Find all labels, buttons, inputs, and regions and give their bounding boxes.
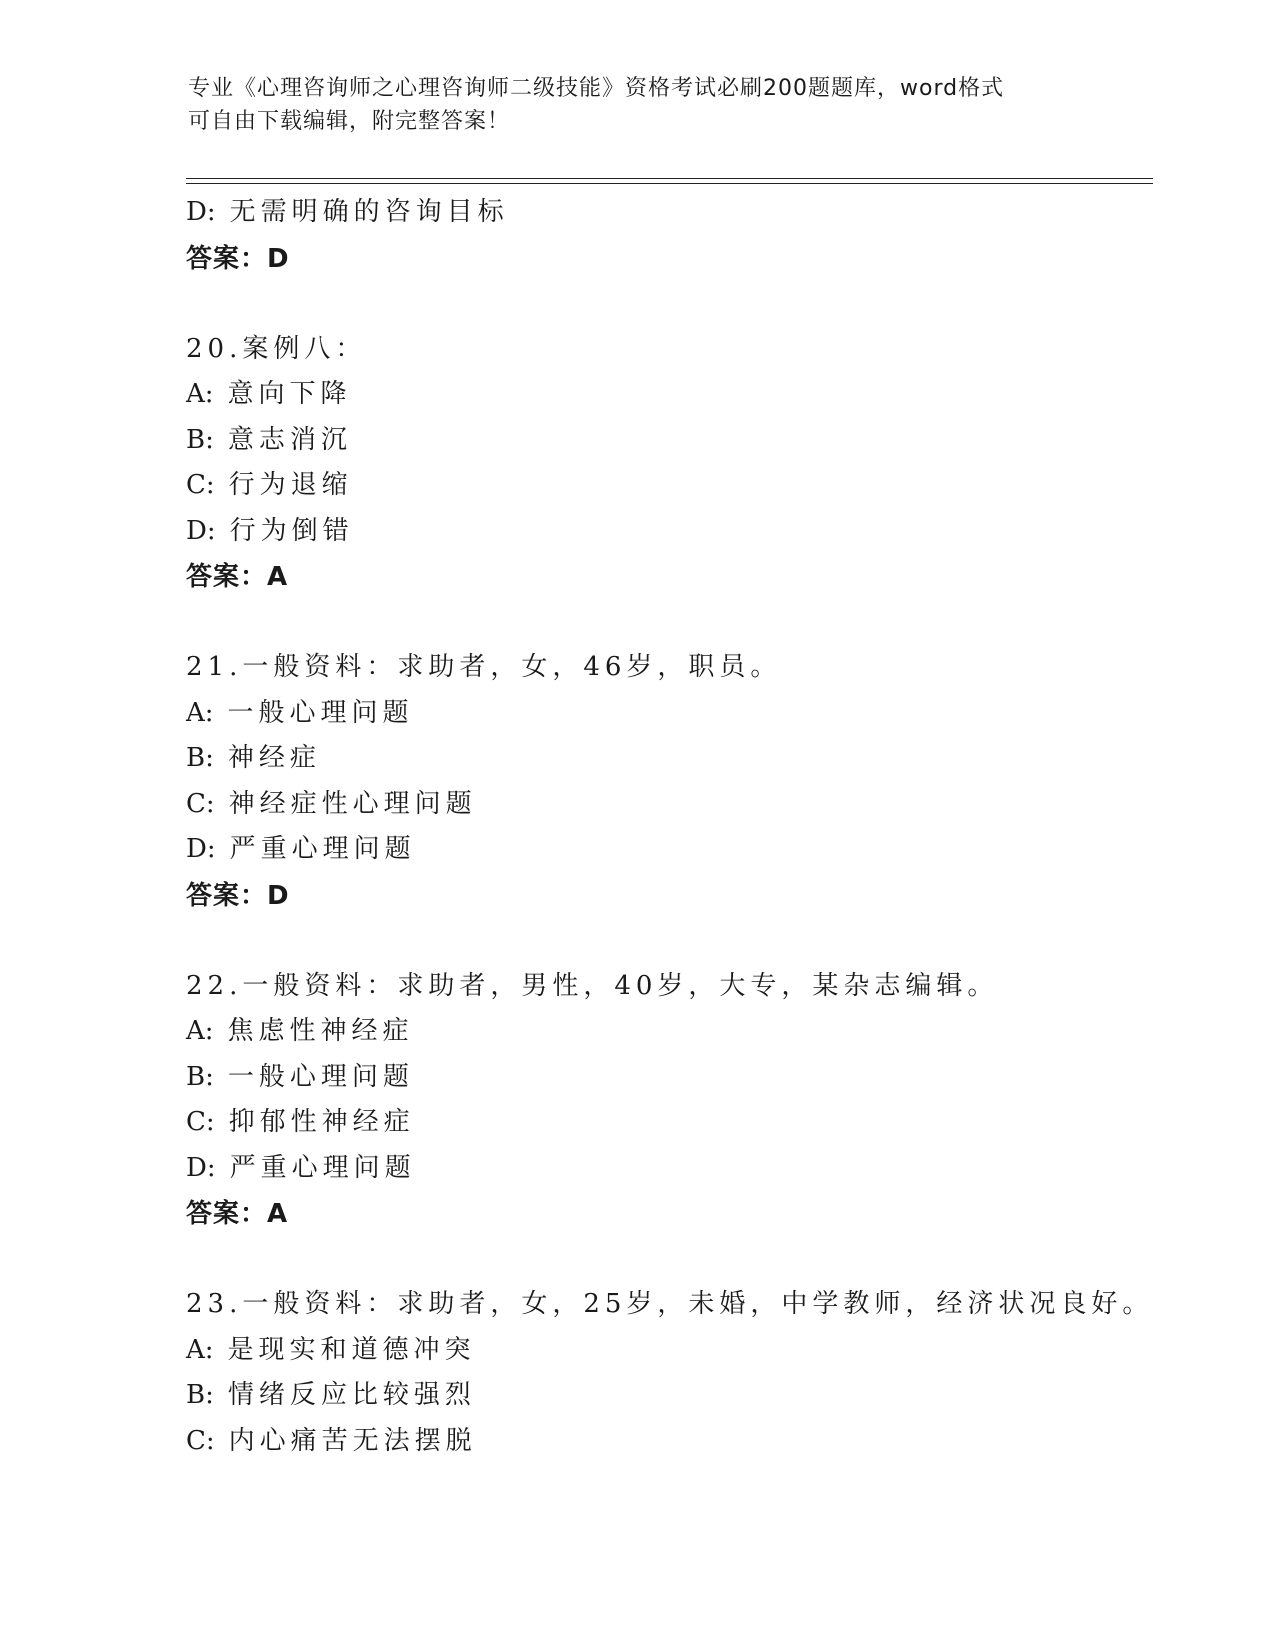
option-label: B: bbox=[186, 743, 214, 773]
option-a bbox=[186, 1009, 1146, 1055]
option-text: 行为倒错 bbox=[229, 515, 354, 546]
option-text: 一般心理问题 bbox=[227, 1061, 414, 1092]
option-label: C: bbox=[186, 1425, 215, 1456]
question-block-22 bbox=[186, 964, 1146, 1238]
option-label: B: bbox=[186, 1380, 214, 1410]
option-c bbox=[186, 1419, 1146, 1465]
option-d bbox=[186, 1146, 1146, 1192]
option-label: A: bbox=[186, 697, 214, 728]
question-stem: 23.一般资料：求助者，女，25岁，未婚，中学教师，经济状况良好。 bbox=[186, 1289, 1154, 1319]
option-b bbox=[186, 1373, 1146, 1419]
option-label: D: bbox=[186, 1152, 216, 1183]
option-label: C: bbox=[186, 1107, 215, 1137]
option-text: 意向下降 bbox=[227, 379, 352, 409]
option-label: C: bbox=[186, 470, 215, 500]
option-text: 严重心理问题 bbox=[229, 834, 416, 864]
answer-line: 答案：D bbox=[186, 243, 290, 274]
document-header bbox=[188, 72, 1088, 138]
answer-line: 答案：D bbox=[186, 880, 290, 911]
option-b bbox=[186, 418, 1146, 464]
question-list bbox=[186, 190, 1154, 1464]
option-text: 神经症 bbox=[227, 743, 321, 773]
option-text: 一般心理问题 bbox=[227, 697, 414, 728]
option-c bbox=[186, 1100, 1146, 1146]
question-block-21 bbox=[186, 645, 1146, 919]
header-divider-top bbox=[186, 178, 1153, 179]
option-text: 意志消沉 bbox=[227, 424, 352, 455]
option-label: B: bbox=[186, 1061, 214, 1092]
option-label: C: bbox=[186, 788, 215, 819]
option-c bbox=[186, 463, 1146, 509]
option-b bbox=[186, 736, 1146, 782]
question-block-23 bbox=[186, 1282, 1154, 1464]
option-text: 情绪反应比较强烈 bbox=[227, 1380, 476, 1410]
option-text: 行为退缩 bbox=[228, 470, 353, 500]
question-stem: 20.案例八： bbox=[186, 333, 367, 364]
question-block-19-continuation bbox=[186, 190, 1146, 282]
option-text: 严重心理问题 bbox=[229, 1152, 416, 1183]
option-label: A: bbox=[186, 1334, 214, 1365]
option-text: 神经症性心理问题 bbox=[228, 788, 477, 819]
option-c bbox=[186, 782, 1146, 828]
option-text: 焦虑性神经症 bbox=[227, 1016, 414, 1046]
option-label: A: bbox=[186, 379, 214, 409]
header-title-line-2: 可自由下载编辑，附完整答案！ bbox=[188, 109, 511, 134]
option-text: 抑郁性神经症 bbox=[228, 1107, 415, 1137]
header-divider-bottom bbox=[186, 183, 1153, 184]
option-a bbox=[186, 1328, 1146, 1374]
option-d bbox=[186, 827, 1146, 873]
option-label: D: bbox=[186, 515, 216, 546]
option-text: 内心痛苦无法摆脱 bbox=[228, 1425, 477, 1456]
question-stem: 21.一般资料：求助者，女，46岁，职员。 bbox=[186, 652, 782, 682]
option-text: 无需明确的咨询目标 bbox=[229, 197, 509, 227]
option-label: A: bbox=[186, 1016, 214, 1046]
option-b bbox=[186, 1055, 1146, 1101]
option-label: B: bbox=[186, 424, 214, 455]
question-stem: 22.一般资料：求助者，男性，40岁，大专，某杂志编辑。 bbox=[186, 970, 999, 1001]
option-a bbox=[186, 372, 1146, 418]
answer-line: 答案：A bbox=[186, 562, 289, 592]
option-label: D: bbox=[186, 834, 216, 864]
answer-line: 答案：A bbox=[186, 1199, 289, 1229]
option-a bbox=[186, 691, 1146, 737]
question-block-20 bbox=[186, 327, 1146, 601]
option-d bbox=[186, 509, 1146, 555]
option-d bbox=[186, 190, 1146, 236]
header-title-line-1: 专业《心理咨询师之心理咨询师二级技能》资格考试必刷200题题库，word格式 bbox=[188, 76, 1005, 101]
option-label: D: bbox=[186, 197, 216, 227]
option-text: 是现实和道德冲突 bbox=[227, 1334, 476, 1365]
